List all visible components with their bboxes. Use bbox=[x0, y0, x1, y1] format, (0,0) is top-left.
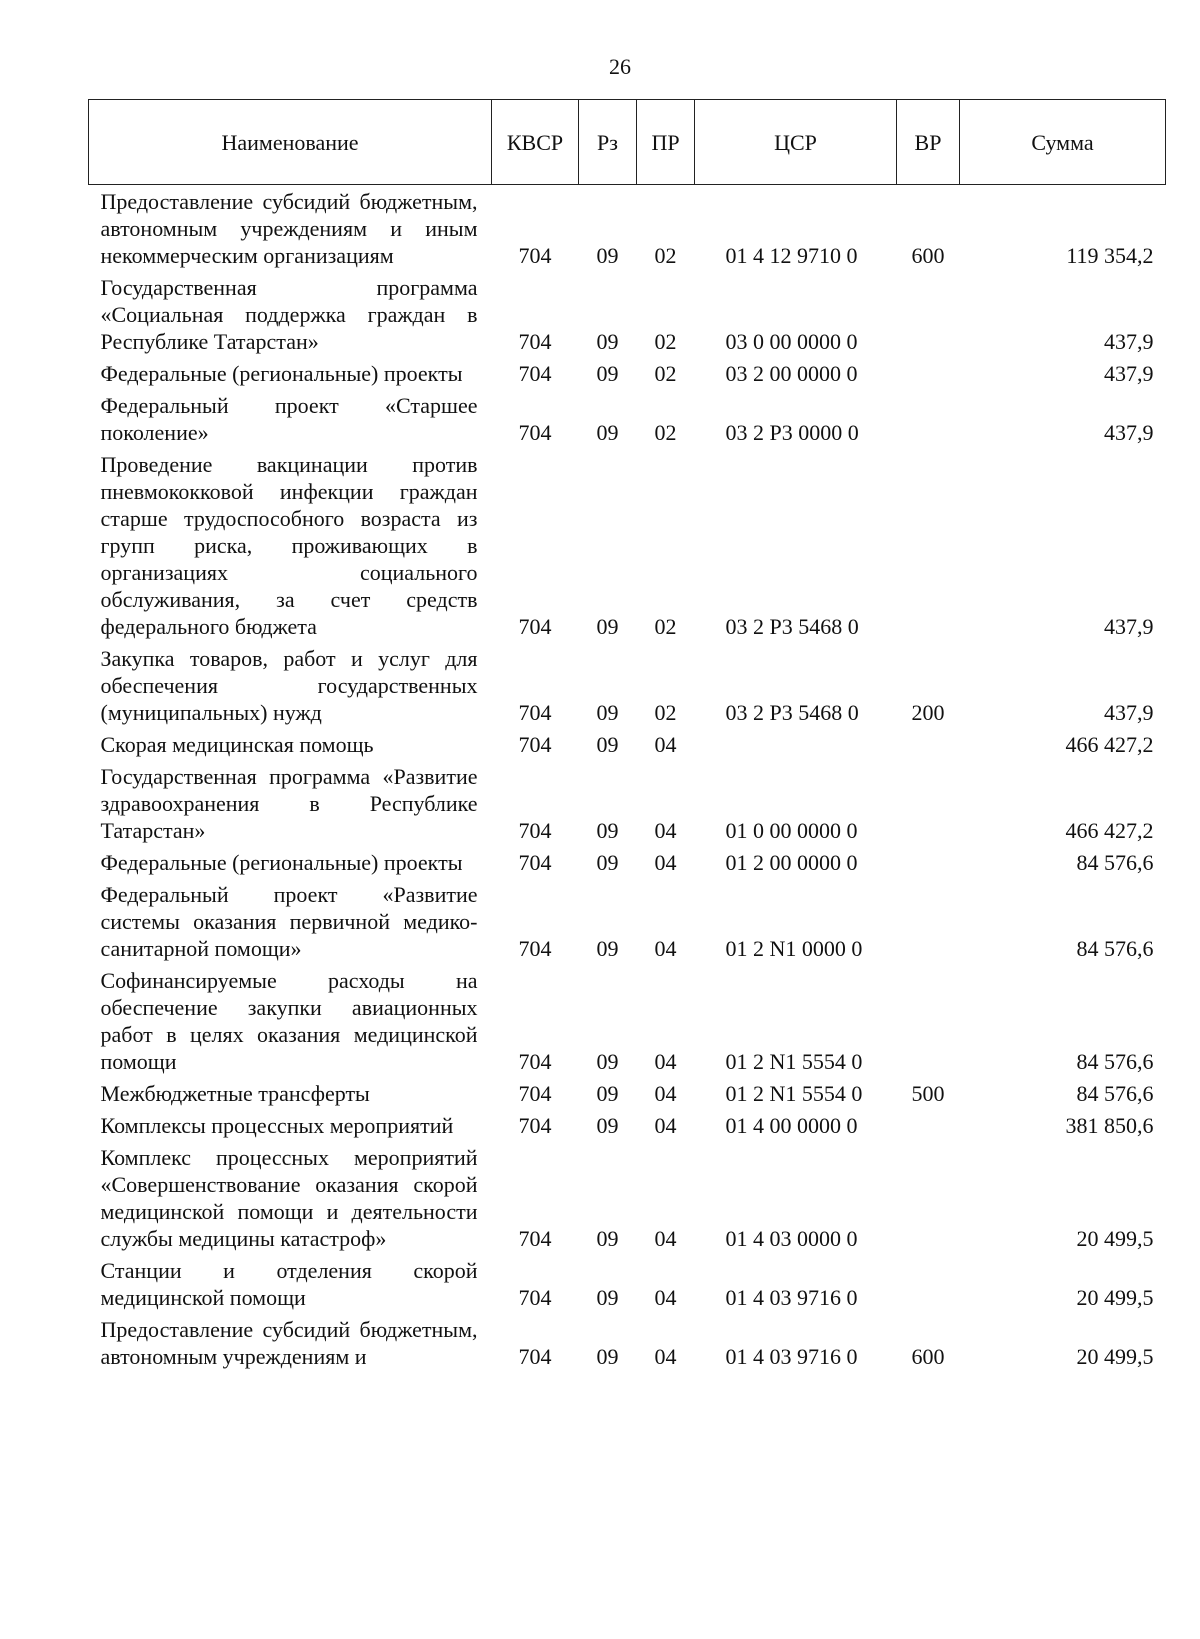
table-body bbox=[89, 185, 1166, 1373]
row-kvsr: 704 bbox=[518, 614, 552, 639]
row-kvsr: 704 bbox=[518, 1049, 552, 1074]
table-row bbox=[89, 1254, 1166, 1313]
row-pr: 02 bbox=[654, 329, 677, 354]
table-row bbox=[89, 357, 1166, 389]
row-csr: 01 0 00 0000 0 bbox=[725, 818, 858, 843]
row-rz: 09 bbox=[596, 361, 619, 386]
row-csr: 01 4 03 0000 0 bbox=[725, 1226, 858, 1251]
row-sum: 381 850,6 bbox=[1065, 1113, 1154, 1138]
row-name: Межбюджетные трансферты bbox=[100, 1081, 370, 1106]
row-sum: 20 499,5 bbox=[1076, 1226, 1154, 1251]
row-sum: 84 576,6 bbox=[1076, 1081, 1154, 1106]
table-row bbox=[89, 642, 1166, 728]
row-rz: 09 bbox=[596, 700, 619, 725]
table-row bbox=[89, 271, 1166, 357]
row-pr: 04 bbox=[654, 1081, 677, 1106]
row-name: Софинансируемые расходы на обеспечение закупки авиационных работ в целях оказания медицинской помощи bbox=[100, 968, 478, 1074]
row-csr: 01 2 N1 5554 0 bbox=[725, 1049, 863, 1074]
row-csr: 01 4 12 9710 0 bbox=[725, 243, 858, 268]
row-name: Федеральный проект «Развитие системы оказания первичной медико-санитарной помощи» bbox=[100, 882, 478, 961]
table-row bbox=[89, 964, 1166, 1077]
row-csr: 01 4 00 0000 0 bbox=[725, 1113, 858, 1138]
row-sum: 437,9 bbox=[1104, 614, 1154, 639]
row-kvsr: 704 bbox=[518, 732, 552, 757]
row-csr: 01 4 03 9716 0 bbox=[725, 1344, 858, 1369]
table-row bbox=[89, 1313, 1166, 1372]
row-kvsr: 704 bbox=[518, 1113, 552, 1138]
row-sum: 437,9 bbox=[1104, 420, 1154, 445]
row-pr: 02 bbox=[654, 614, 677, 639]
row-vr bbox=[897, 878, 960, 964]
row-csr: 03 2 Р3 5468 0 bbox=[725, 700, 859, 725]
row-vr bbox=[897, 1141, 960, 1254]
table-row bbox=[89, 389, 1166, 448]
row-csr: 03 2 Р3 5468 0 bbox=[725, 614, 859, 639]
table-row bbox=[89, 1141, 1166, 1254]
row-vr: 600 bbox=[911, 243, 945, 268]
row-name: Комплексы процессных мероприятий bbox=[100, 1113, 454, 1138]
row-csr: 01 2 N1 5554 0 bbox=[725, 1081, 863, 1106]
table-row bbox=[89, 448, 1166, 642]
row-sum: 20 499,5 bbox=[1076, 1285, 1154, 1310]
header-name: Наименование bbox=[89, 100, 492, 185]
row-rz: 09 bbox=[596, 936, 619, 961]
table-row bbox=[89, 1109, 1166, 1141]
row-kvsr: 704 bbox=[518, 329, 552, 354]
row-name: Государственная программа «Развитие здравоохранения в Республике Татарстан» bbox=[100, 764, 478, 843]
row-name: Федеральные (региональные) проекты bbox=[100, 361, 463, 386]
table-row bbox=[89, 846, 1166, 878]
row-vr bbox=[897, 389, 960, 448]
row-vr: 200 bbox=[911, 700, 945, 725]
header-sum: Сумма bbox=[960, 100, 1166, 185]
row-kvsr: 704 bbox=[518, 818, 552, 843]
row-vr bbox=[897, 728, 960, 760]
row-name: Предоставление субсидий бюджетным, автономным учреждениям и иным некоммерческим организациям bbox=[100, 189, 478, 268]
row-sum: 437,9 bbox=[1104, 329, 1154, 354]
row-sum: 466 427,2 bbox=[1065, 732, 1154, 757]
header-pr: ПР bbox=[637, 100, 695, 185]
row-kvsr: 704 bbox=[518, 936, 552, 961]
row-rz: 09 bbox=[596, 1344, 619, 1369]
row-csr: 03 2 Р3 0000 0 bbox=[725, 420, 859, 445]
row-kvsr: 704 bbox=[518, 1081, 552, 1106]
row-vr: 500 bbox=[911, 1081, 945, 1106]
row-sum: 437,9 bbox=[1104, 700, 1154, 725]
row-rz: 09 bbox=[596, 1226, 619, 1251]
row-csr: 01 4 03 9716 0 bbox=[725, 1285, 858, 1310]
row-csr: 03 2 00 0000 0 bbox=[725, 361, 858, 386]
row-rz: 09 bbox=[596, 818, 619, 843]
row-rz: 09 bbox=[596, 1285, 619, 1310]
row-vr bbox=[897, 357, 960, 389]
row-vr: 600 bbox=[911, 1344, 945, 1369]
table-row bbox=[89, 760, 1166, 846]
row-pr: 02 bbox=[654, 700, 677, 725]
row-csr bbox=[695, 728, 897, 760]
row-kvsr: 704 bbox=[518, 243, 552, 268]
page-number: 26 bbox=[609, 54, 631, 79]
table-row bbox=[89, 728, 1166, 760]
row-kvsr: 704 bbox=[518, 361, 552, 386]
row-rz: 09 bbox=[596, 1113, 619, 1138]
row-name: Комплекс процессных мероприятий «Совершенствование оказания скорой медицинской помощи и деятельности службы медицины катастроф» bbox=[100, 1145, 478, 1251]
row-kvsr: 704 bbox=[518, 1285, 552, 1310]
row-pr: 02 bbox=[654, 361, 677, 386]
row-pr: 04 bbox=[654, 732, 677, 757]
header-rz: Рз bbox=[579, 100, 637, 185]
header-vr: ВР bbox=[897, 100, 960, 185]
row-kvsr: 704 bbox=[518, 420, 552, 445]
row-vr bbox=[897, 448, 960, 642]
row-vr bbox=[897, 1254, 960, 1313]
row-name: Федеральные (региональные) проекты bbox=[100, 850, 463, 875]
row-csr: 01 2 00 0000 0 bbox=[725, 850, 858, 875]
row-rz: 09 bbox=[596, 420, 619, 445]
row-name: Предоставление субсидий бюджетным, автономным учреждениям и bbox=[100, 1317, 478, 1369]
row-pr: 02 bbox=[654, 420, 677, 445]
row-rz: 09 bbox=[596, 243, 619, 268]
row-vr bbox=[897, 1109, 960, 1141]
row-pr: 04 bbox=[654, 818, 677, 843]
row-pr: 04 bbox=[654, 936, 677, 961]
row-name: Проведение вакцинации против пневмококковой инфекции граждан старше трудоспособного возраста из групп риска, проживающих в организациях социального обслуживания, за счет средств федерального бюджета bbox=[100, 452, 478, 639]
row-sum: 466 427,2 bbox=[1065, 818, 1154, 843]
row-name: Государственная программа «Социальная поддержка граждан в Республике Татарстан» bbox=[100, 275, 478, 354]
row-sum: 437,9 bbox=[1104, 361, 1154, 386]
row-kvsr: 704 bbox=[518, 700, 552, 725]
row-pr: 04 bbox=[654, 850, 677, 875]
row-sum: 84 576,6 bbox=[1076, 1049, 1154, 1074]
row-vr bbox=[897, 846, 960, 878]
row-rz: 09 bbox=[596, 1049, 619, 1074]
row-vr bbox=[897, 271, 960, 357]
row-sum: 84 576,6 bbox=[1076, 850, 1154, 875]
budget-table bbox=[88, 99, 1166, 1372]
row-kvsr: 704 bbox=[518, 1344, 552, 1369]
row-vr bbox=[897, 964, 960, 1077]
row-pr: 04 bbox=[654, 1226, 677, 1251]
row-pr: 04 bbox=[654, 1344, 677, 1369]
row-rz: 09 bbox=[596, 614, 619, 639]
row-vr bbox=[897, 760, 960, 846]
row-rz: 09 bbox=[596, 329, 619, 354]
row-rz: 09 bbox=[596, 1081, 619, 1106]
row-name: Закупка товаров, работ и услуг для обеспечения государственных (муниципальных) нужд bbox=[100, 646, 478, 725]
row-kvsr: 704 bbox=[518, 850, 552, 875]
row-name: Скорая медицинская помощь bbox=[100, 732, 374, 757]
row-sum: 119 354,2 bbox=[1066, 243, 1154, 268]
table-row bbox=[89, 878, 1166, 964]
row-csr: 01 2 N1 0000 0 bbox=[725, 936, 863, 961]
row-sum: 20 499,5 bbox=[1076, 1344, 1154, 1369]
row-name: Федеральный проект «Старшее поколение» bbox=[100, 393, 478, 445]
row-pr: 04 bbox=[654, 1285, 677, 1310]
row-kvsr: 704 bbox=[518, 1226, 552, 1251]
row-name: Станции и отделения скорой медицинской помощи bbox=[100, 1258, 478, 1310]
row-pr: 04 bbox=[654, 1049, 677, 1074]
row-pr: 02 bbox=[654, 243, 677, 268]
header-csr: ЦСР bbox=[695, 100, 897, 185]
table-row bbox=[89, 1077, 1166, 1109]
row-csr: 03 0 00 0000 0 bbox=[725, 329, 858, 354]
table-row bbox=[89, 185, 1166, 272]
table-header bbox=[89, 100, 1166, 185]
row-rz: 09 bbox=[596, 732, 619, 757]
row-rz: 09 bbox=[596, 850, 619, 875]
header-kvsr: КВСР bbox=[492, 100, 579, 185]
row-pr: 04 bbox=[654, 1113, 677, 1138]
row-sum: 84 576,6 bbox=[1076, 936, 1154, 961]
